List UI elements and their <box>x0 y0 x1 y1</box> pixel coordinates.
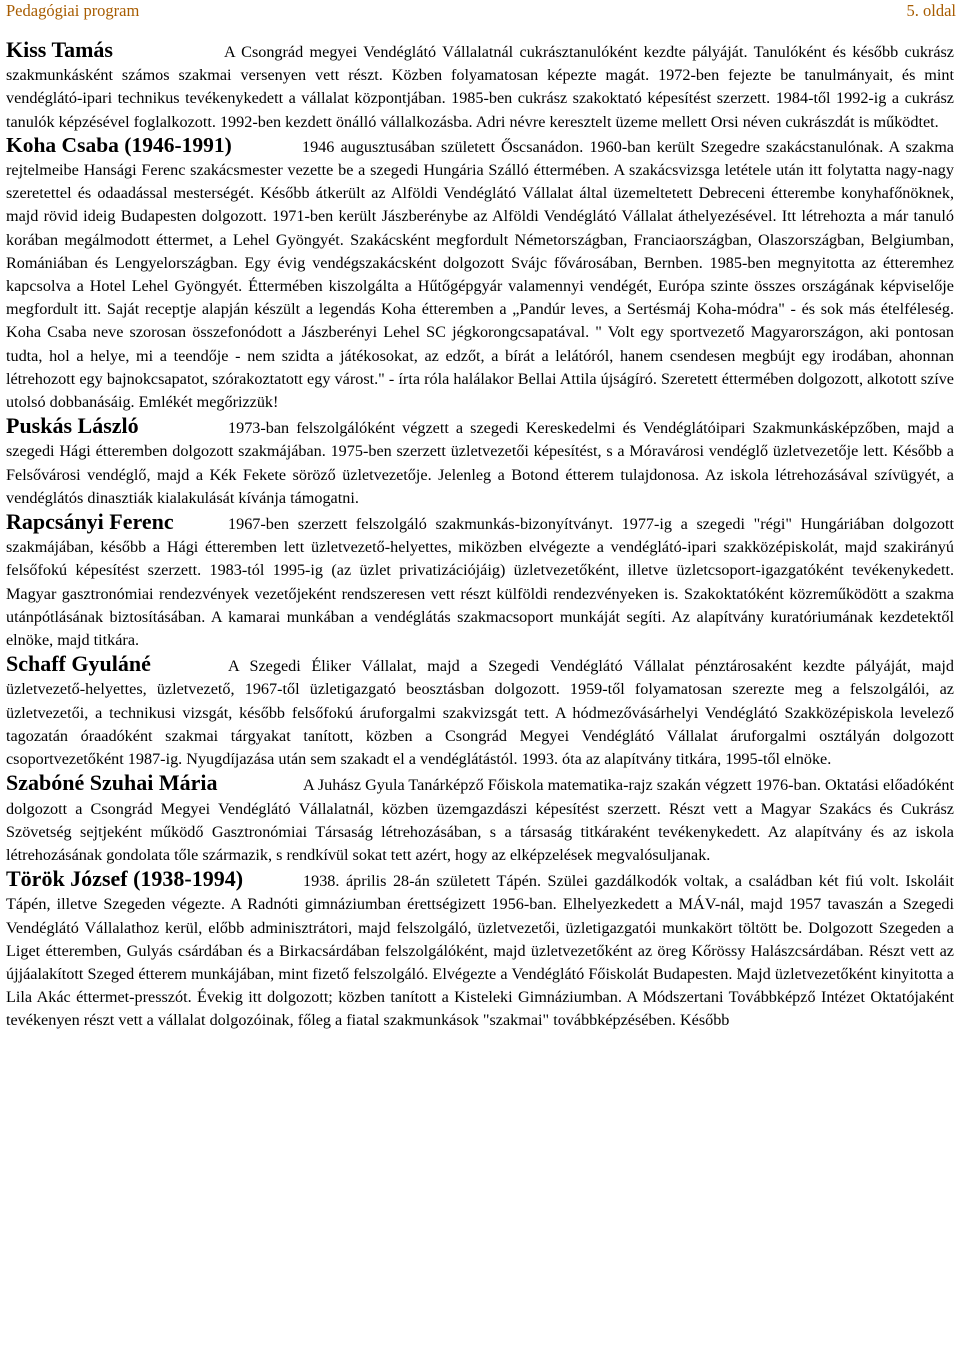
entry-text: 1938. április 28-án született Tápén. Szülei gazdálkodók voltak, a családban két fiú volt. Iskoláit Tápén, illetve Szegeden végezte. A Radnóti gimnáziumban érettségizett 1956-ban. Elhelyezkedett a MÁV-nál, majd 1957 tavaszán a Szegedi Vendéglátó Vállalathoz kerül, előbb adminisztrátori, majd felszolgáló, üzletvezetői, üzletigazgatói munkakört töltött be. Dolgozott Szegeden a Liget étteremben, Gulyás csárdában és a Birkacsárdában felszolgálóként, majd üzletvezetőként az öreg Kőrössy Halászcsárdában. Részt vett az újjáalakított Szeged étterem munkájában, mint fizető felszolgáló. Elvégezte a Vendéglátó Főiskolát Budapesten. Majd üzletvezetőként kinyitotta a Lila Akác éttermet-presszót. Évekig itt dolgozott; közben tanított a Kisteleki Gimnáziumban. A Módszertani Továbbképző Intézet Oktatójaként tevékenyen részt vett a vállalat dolgozóinak, főleg a fiatal szakmunkások "szakmai" továbbképzésében. Később <box>6 872 954 1030</box>
entry-text: A Csongrád megyei Vendéglátó Vállalatnál cukrásztanulóként kezdte pályáját. Tanulóként és később cukrász szakmunkásként számos szakmai versenyen vett részt. Közben folyamatosan képezte magát. 1972-ben fejezte be tanulmányait, és mint vendéglátó-ipari technikus tevékenykedett a vállalat központjában. 1985-ben cukrász szakoktató képesítést szerzett. 1984-től 1992-ig a cukrász tanulók képzésével foglalkozott. 1992-ben kezdett önálló vállalkozásba. Adri névre keresztelt üzeme mellett Orsi néven cukrászdát is működtet. <box>6 43 954 131</box>
entry-name: Puskás László <box>6 413 139 439</box>
page-number: 5. oldal <box>906 1 956 20</box>
entry-name: Szabóné Szuhai Mária <box>6 770 218 796</box>
header-title: Pedagógiai program <box>6 1 140 20</box>
entry-text: A Szegedi Éliker Vállalat, majd a Szegedi Vendéglátó Vállalat pénztárosaként kezdte pályáját, majd üzletvezető-helyettes, üzletvezető, 1967-től üzletigazgató beosztásban dolgozott. 1959-től folyamatosan szerezte meg a felszolgálói, az üzletvezetői, a technikusi vizsgát, később felsőfokú áruforgalmi szakvizsgát tett. A hódmezővásárhelyi Vendéglátó Szakközépiskola levelező tagozatán óraadóként szakmai tárgyakat tanított, közben a Csongrád Megyei Vendéglátó Vállalat áruforgalmi osztályán dolgozott csoportvezetőként 1987-ig. Nyugdíjazása után sem szakadt el a vendéglátástól. 1993. óta az alapítvány titkára, 1995-től elnöke. <box>6 657 954 769</box>
entry-text: 1973-ban felszolgálóként végzett a szegedi Kereskedelmi és Vendéglátóipari Szakmunkásképzőben, majd a szegedi Hági étteremben dolgozott szakmájában. 1975-ben szerzett üzletvezetői képesítést, s a Móravárosi vendéglő üzletvezetője lett. Később a Felsővárosi vendéglő, majd a Kék Fekete söröző üzletvezetője. Jelenleg a Botond étterem tulajdonosa. Az iskola létrehozásával szívügyét, a vendéglátós dinasztiák kialakulását kívánja támogatni. <box>6 419 954 507</box>
entry-torok-jozsef <box>6 867 954 1032</box>
entry-kiss-tamas <box>6 38 954 134</box>
entry-name: Rapcsányi Ferenc <box>6 509 174 535</box>
entry-name: Schaff Gyuláné <box>6 651 151 677</box>
entry-text: 1967-ben szerzett felszolgáló szakmunkás-bizonyítványt. 1977-ig a szegedi "régi" Hungáriában dolgozott szakmájában, később a Hági étteremben lett üzletvezető-helyettes, miközben elvégezte a vendéglátó-ipari szakközépiskolát, majd szakirányú felsőfokú képesítést szerzett. 1983-tól 1995-ig (az üzlet privatizációjáig) üzletvezetőként, illetve üzletcsoport-igazgatóként tevékenykedett. Magyar gasztronómiai rendezvények vezetőjeként rendszeresen vett részt külföldi rendezvényeken is. Szakoktatóként közreműködött a szakma utánpótlásának biztosításában. A kamarai munkában a vendéglátás szakmacsoport munkáját segíti. Az alapítvány kuratóriumának kezdetektől elnöke, majd titkára. <box>6 515 954 650</box>
entry-puskas-laszlo <box>6 414 954 510</box>
entry-rapcsanyi-ferenc <box>6 510 954 652</box>
entry-text: A Juhász Gyula Tanárképző Főiskola matematika-rajz szakán végzett 1976-ban. Oktatási előadóként dolgozott a Csongrád Megyei Vendéglátó Vállalatnál, közben üzemgazdászi képesítést szerzett. Részt vett a Magyar Szakács és Cukrász Szövetség sejtjeként működő Gasztronómiai Társaság létrehozásában, s a társaság titkáraként tevékenykedett. Az alapítvány és az iskola létrehozásának gondolata tőle származik, s rendkívül sokat tett azért, hogy az elképzelések megvalósuljanak. <box>6 776 954 864</box>
entry-schaff-gyulane <box>6 652 954 771</box>
entry-name: Török József (1938-1994) <box>6 866 244 892</box>
page-header <box>6 0 956 24</box>
entry-text: 1946 augusztusában született Őscsanádon. 1960-ban került Szegedre szakácstanulónak. A szakma rejtelmeibe Hansági Ferenc szakácsmester vezette be a szegedi Hungária Szálló éttermében. A szakácsvizsga letétele után itt folytatta nagy-nagy szeretettel és odaadással mesterségét. Később átkerült az Alföldi Vendéglátó Vállalat által üzemeltetett Debreceni étterembe konyhafőnöknek, majd rövid ideig Budapesten dolgozott. 1971-ben került Jászberénybe az Alföldi Vendéglátó Vállalat áthelyezésével. Itt létrehozta a már tanuló korában megálmodott éttermet, a Lehel Gyöngyét. Szakácsként megfordult Németországban, Franciaországban, Olaszországban, Belgiumban, Romániában és Lengyelországban. Egy évig vendégszakácsként dolgozott Svájc fővárosában, Bernben. 1985-ben megnyitotta az étteremhez kapcsolva a Hotel Lehel Gyöngyét. Éttermében kiszolgálta a Hűtőgépgyár valamennyi vendégét, Európa szinte összes országának képviselője megfordult itt. Saját receptje alapján készült a legendás Koha étteremben a „Pandúr leves, a Sertésmáj Koha-módra" - és sok más ételféleség. Koha Csaba neve szorosan összefonódott a Jászberényi Lehel SC jégkorongcsapatával. " Volt egy sportvezető Magyarországon, aki pontosan tudta, hol a helye, mi a teendője - nem szidta a játékosokat, az edzőt, a bírát a lelátóról, hanem csendesen megbújt egy irodában, ahonnan létrehozott egy bajnokcsapatot, szórakoztatott egy várost." - írta róla halálakor Bellai Attila újságíró. Szeretett éttermében dolgozott, alkotott szíve utolsó dobbanásáig. Emlékét megőrizzük! <box>6 137 954 412</box>
document-body <box>6 38 954 1033</box>
entry-name: Kiss Tamás <box>6 37 113 62</box>
entry-name: Koha Csaba (1946-1991) <box>6 132 232 157</box>
entry-szabone-szuhai-maria <box>6 771 954 867</box>
entry-koha-csaba <box>6 134 954 414</box>
